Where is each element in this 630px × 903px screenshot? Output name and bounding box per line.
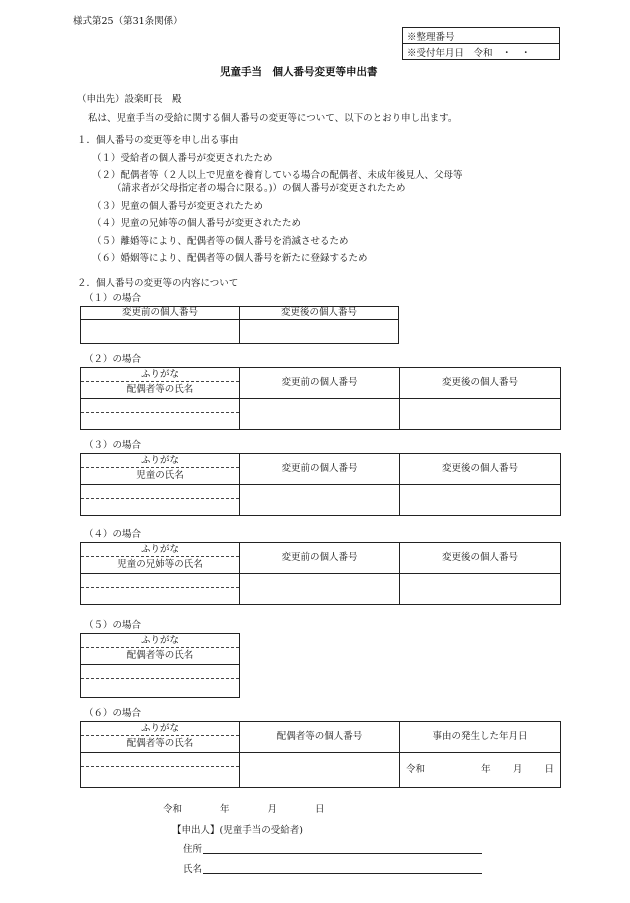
- furigana-header: ふりがな: [81, 368, 240, 382]
- case4-label: （４）の場合: [84, 529, 142, 540]
- reason-1: （１）受給者の個人番号が変更されたため: [92, 153, 273, 164]
- before-number-header: 変更前の個人番号: [240, 368, 400, 399]
- application-date: 令和 年 月 日: [163, 804, 325, 815]
- spouse-number-header: 配偶者等の個人番号: [240, 722, 400, 753]
- reason-2: （２）配偶者等（２人以上で児童を養育している場合の配偶者、未成年後見人、父母等: [92, 170, 463, 181]
- intro-text: 私は、児童手当の受給に関する個人番号の変更等について、以下のとおり申し出ます。: [88, 113, 458, 124]
- reason-4: （４）児童の兄姉等の個人番号が変更されたため: [92, 218, 302, 229]
- after-number-header: 変更後の個人番号: [400, 543, 561, 574]
- name-input[interactable]: [81, 499, 240, 516]
- name-input[interactable]: [81, 413, 240, 430]
- case3-label: （３）の場合: [84, 440, 142, 451]
- date-era: 令和: [406, 764, 426, 776]
- ref-no-field: ※整理番号: [403, 28, 560, 44]
- received-date-field: ※受付年月日 令和 ・ ・: [403, 44, 560, 60]
- before-number-header: 変更前の個人番号: [81, 307, 240, 320]
- furigana-input[interactable]: [81, 399, 240, 413]
- form-number: 様式第25（第31条関係）: [73, 16, 183, 27]
- case4-table: [80, 542, 561, 605]
- spouse-name-header: 配偶者等の氏名: [81, 736, 240, 753]
- before-number-input[interactable]: [81, 320, 240, 344]
- addressee: （申出先）設楽町長 殿: [77, 94, 182, 105]
- section1-heading: １．個人番号の変更等を申し出る事由: [77, 135, 239, 146]
- after-number-input[interactable]: [240, 320, 399, 344]
- event-date-input[interactable]: [400, 753, 561, 788]
- furigana-header: ふりがな: [81, 722, 240, 736]
- before-number-header: 変更前の個人番号: [240, 543, 400, 574]
- name-label: 氏名: [183, 864, 203, 875]
- case5-label: （５）の場合: [84, 620, 142, 631]
- reason-3: （３）児童の個人番号が変更されたため: [92, 201, 264, 212]
- case2-label: （２）の場合: [84, 354, 142, 365]
- after-number-header: 変更後の個人番号: [400, 368, 561, 399]
- furigana-input[interactable]: [81, 665, 240, 679]
- furigana-input[interactable]: [81, 574, 240, 588]
- spouse-name-header: 配偶者等の氏名: [81, 382, 240, 399]
- furigana-header: ふりがな: [81, 543, 240, 557]
- furigana-input[interactable]: [81, 753, 240, 767]
- sibling-name-header: 児童の兄姉等の氏名: [81, 557, 240, 574]
- event-date-header: 事由の発生した年月日: [400, 722, 561, 753]
- before-number-input[interactable]: [240, 574, 400, 605]
- section2-heading: ２．個人番号の変更等の内容について: [77, 278, 239, 289]
- case6-table: [80, 721, 561, 788]
- page-title: 児童手当 個人番号変更等申出書: [220, 66, 378, 78]
- after-number-input[interactable]: [400, 485, 561, 516]
- after-number-header: 変更後の個人番号: [240, 307, 399, 320]
- address-label: 住所: [183, 844, 203, 855]
- date-day: 日: [544, 764, 554, 776]
- case6-label: （６）の場合: [84, 708, 142, 719]
- spouse-name-header: 配偶者等の氏名: [81, 648, 240, 665]
- name-input[interactable]: [81, 767, 240, 788]
- office-use-box: [402, 27, 560, 60]
- date-month: 月: [512, 764, 523, 776]
- case5-table: [80, 633, 240, 698]
- case3-table: [80, 453, 561, 516]
- reason-2-cont: （請求者が父母指定者の場合に限る。)）の個人番号が変更されたため: [112, 183, 406, 194]
- case2-table: [80, 367, 561, 430]
- child-name-header: 児童の氏名: [81, 468, 240, 485]
- before-number-header: 変更前の個人番号: [240, 454, 400, 485]
- furigana-header: ふりがな: [81, 454, 240, 468]
- furigana-header: ふりがな: [81, 634, 240, 648]
- case1-table: [80, 306, 399, 344]
- before-number-input[interactable]: [240, 485, 400, 516]
- applicant-heading: 【申出人】(児童手当の受給者): [172, 825, 303, 836]
- after-number-input[interactable]: [400, 574, 561, 605]
- furigana-input[interactable]: [81, 485, 240, 499]
- date-year: 年: [481, 764, 491, 776]
- after-number-input[interactable]: [400, 399, 561, 430]
- after-number-header: 変更後の個人番号: [400, 454, 561, 485]
- name-input[interactable]: [81, 588, 240, 605]
- name-field[interactable]: [203, 873, 482, 874]
- spouse-number-input[interactable]: [240, 753, 400, 788]
- reason-5: （５）離婚等により、配偶者等の個人番号を消滅させるため: [92, 236, 349, 247]
- case1-label: （１）の場合: [84, 293, 142, 304]
- name-input[interactable]: [81, 679, 240, 698]
- reason-6: （６）婚姻等により、配偶者等の個人番号を新たに登録するため: [92, 253, 368, 264]
- before-number-input[interactable]: [240, 399, 400, 430]
- address-field[interactable]: [203, 853, 482, 854]
